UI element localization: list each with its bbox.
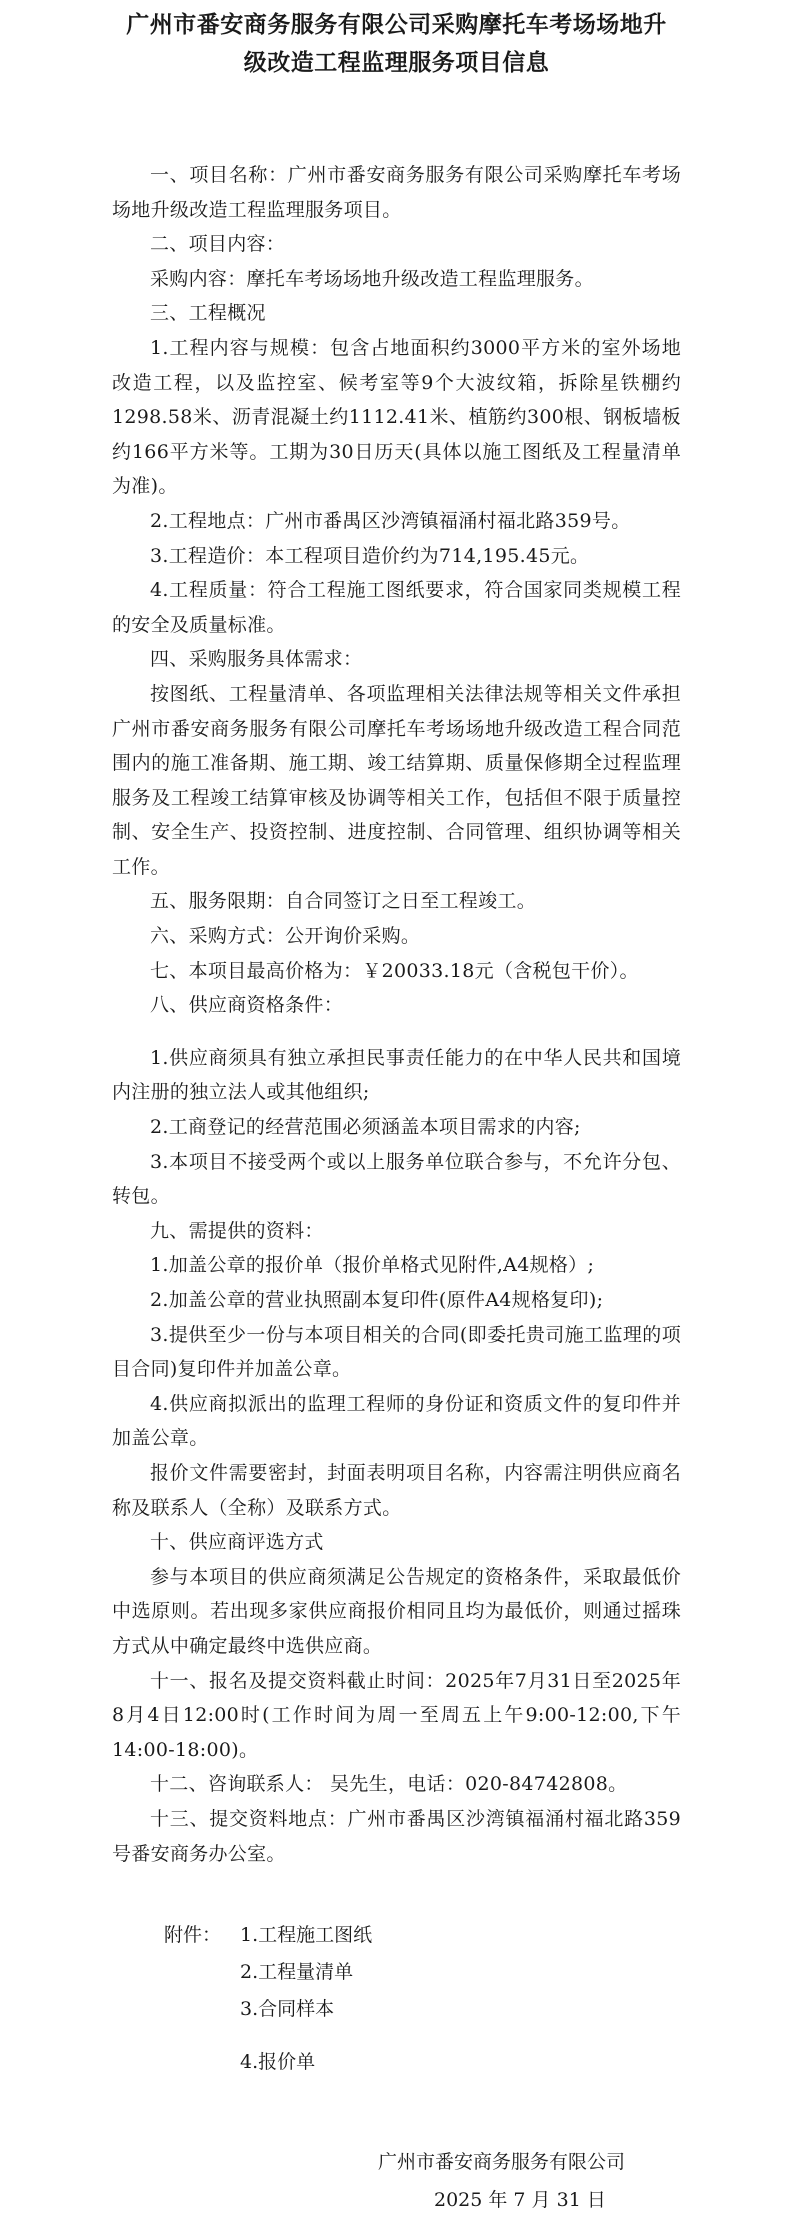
paragraph-requirements-heading: 四、采购服务具体需求： [150, 648, 363, 671]
signature-date: 2025 年 7 月 31 日 [434, 2189, 606, 2211]
attachments-label: 附件： [164, 1924, 222, 1947]
document-title [52, 0, 741, 82]
signature-company: 广州市番安商务服务有限公司 [378, 2151, 626, 2173]
paragraph-materials-heading: 九、需提供的资料： [150, 1219, 324, 1242]
paragraph-location: 2.工程地点：广州市番禺区沙湾镇福涌村福北路359号。 [150, 509, 631, 532]
paragraph-project-name: 一、项目名称：广州市番安商务服务有限公司采购摩托车考场场地升级改造工程监理服务项目。 [112, 164, 681, 221]
paragraph-service-period: 五、服务限期：自合同签订之日至工程竣工。 [150, 890, 537, 913]
paragraph-quote-sealing: 报价文件需要密封，封面表明项目名称，内容需注明供应商名称及联系人（全称）及联系方式。 [112, 1461, 681, 1519]
paragraph-requirements: 按图纸、工程量清单、各项监理相关法律法规等相关文件承担广州市番安商务服务有限公司摩托车考场场地升级改造工程合同范围内的施工准备期、施工期、竣工结算期、质量保修期全过程监理服务及工程竣工结算审核及协调等相关工作，包括但不限于质量控制、安全生产、投资控制、进度控制、合同管理、组织协调等相关工作。 [112, 682, 681, 878]
spacer [112, 1023, 681, 1041]
paragraph-project-content-heading: 二、项目内容： [150, 233, 286, 256]
paragraph-deadline: 十一、报名及提交资料截止时间：2025年7月31日至2025年8月4日12:00时(工作时间为周一至周五上午9:00-12:00,下午14:00-18:00)。 [112, 1669, 681, 1761]
paragraph-qualification-2: 2.工商登记的经营范围必须涵盖本项目需求的内容; [150, 1116, 581, 1139]
attachment-item: 4.报价单 [240, 2051, 316, 2074]
paragraph-submit-location: 十三、提交资料地点：广州市番禺区沙湾镇福涌村福北路359号番安商务办公室。 [112, 1807, 681, 1865]
paragraph-cost: 3.工程造价：本工程项目造价约为714,195.45元。 [150, 544, 590, 567]
paragraph-scope: 1.工程内容与规模：包含占地面积约3000平方米的室外场地改造工程，以及监控室、候考室等9个大波纹箱，拆除星铁棚约1298.58米、沥青混凝土约1112.41米、植筋约300根、钢板墙板约166平方米等。工期为30日历天(具体以施工图纸及工程量清单为准)。 [112, 336, 681, 498]
attachment-row [112, 1917, 681, 1954]
paragraph-qualification-1: 1.供应商须具有独立承担民事责任能力的在中华人民共和国境内注册的独立法人或其他组织; [112, 1046, 681, 1104]
paragraph-procurement-method: 六、采购方式：公开询价采购。 [150, 925, 421, 948]
paragraph-contact: 十二、咨询联系人： 吴先生，电话：020-84742808。 [150, 1773, 628, 1796]
title-line-2: 级改造工程监理服务项目信息 [243, 50, 550, 76]
paragraph-material-4: 4.供应商拟派出的监理工程师的身份证和资质文件的复印件并加盖公章。 [112, 1392, 681, 1450]
paragraph-material-3: 3.提供至少一份与本项目相关的合同(即委托贵司施工监理的项目合同)复印件并加盖公章。 [112, 1323, 681, 1381]
document-body [112, 158, 681, 1871]
attachment-item: 3.合同样本 [240, 1998, 335, 2021]
paragraph-qualification-3: 3.本项目不接受两个或以上服务单位联合参与，不允许分包、转包。 [112, 1150, 681, 1208]
paragraph-quality: 4.工程质量：符合工程施工图纸要求，符合国家同类规模工程的安全及质量标准。 [112, 579, 681, 636]
title-line-1: 广州市番安商务服务有限公司采购摩托车考场场地升 [126, 12, 667, 38]
spacer [112, 2028, 681, 2044]
paragraph-material-1: 1.加盖公章的报价单（报价单格式见附件,A4规格）; [150, 1254, 595, 1277]
paragraph-max-price: 七、本项目最高价格为：￥20033.18元（含税包干价）。 [150, 959, 639, 982]
paragraph-material-2: 2.加盖公章的营业执照副本复印件(原件A4规格复印); [150, 1289, 604, 1311]
paragraph-selection-heading: 十、供应商评选方式 [150, 1531, 324, 1554]
paragraph-selection: 参与本项目的供应商须满足公告规定的资格条件，采取最低价中选原则。若出现多家供应商报价相同且均为最低价，则通过摇珠方式从中确定最终中选供应商。 [112, 1565, 681, 1657]
paragraph-qualification-heading: 八、供应商资格条件： [150, 994, 344, 1017]
paragraph-overview-heading: 三、工程概况 [150, 302, 266, 325]
attachments [112, 1917, 681, 2081]
paragraph-purchase-content: 采购内容：摩托车考场场地升级改造工程监理服务。 [150, 267, 594, 290]
attachment-item: 1.工程施工图纸 [240, 1924, 373, 1947]
attachment-item: 2.工程量清单 [240, 1961, 354, 1984]
